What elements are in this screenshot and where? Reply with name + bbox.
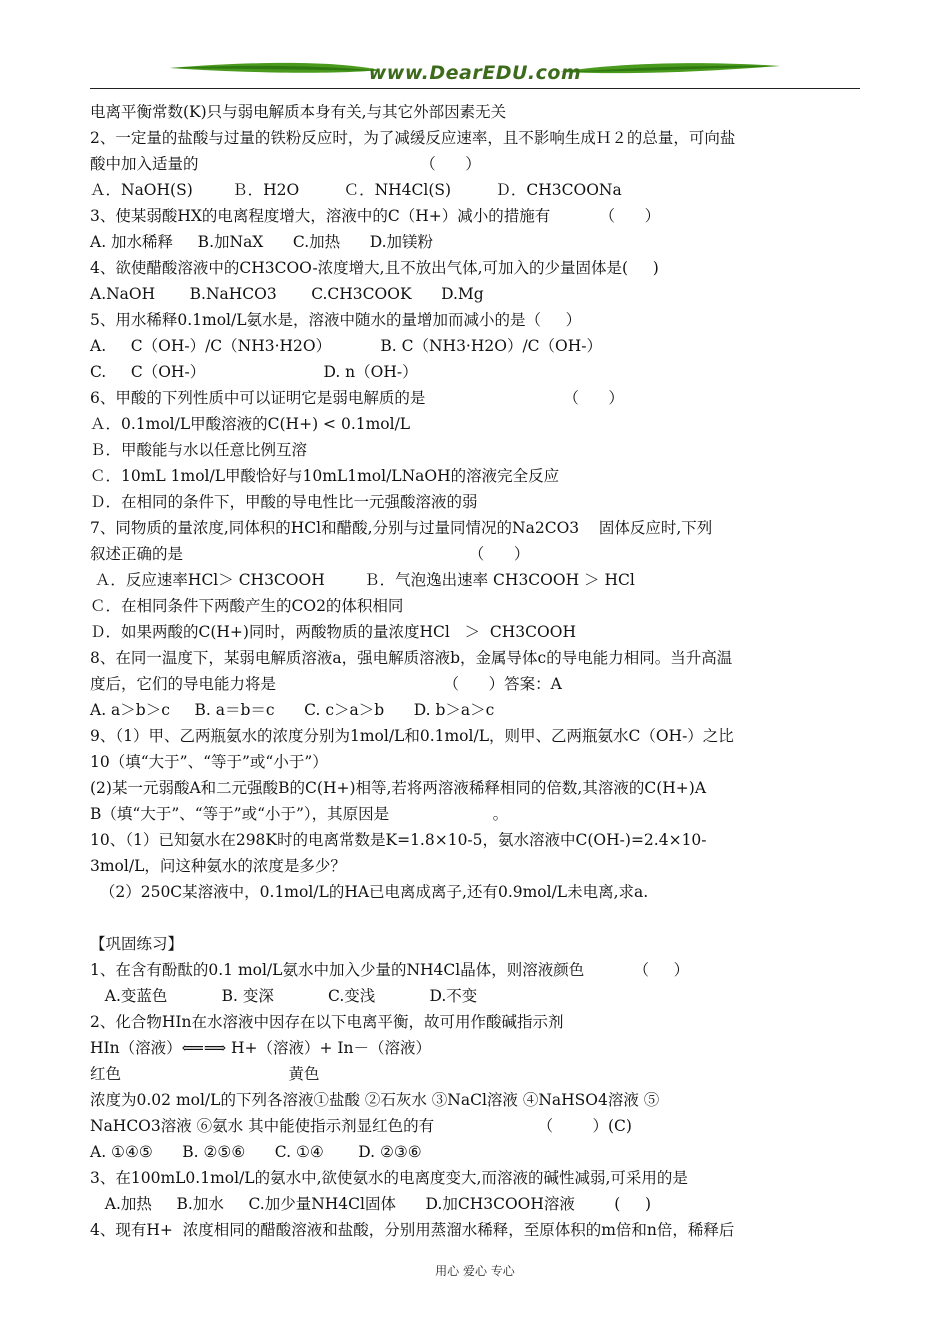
text-line: 10、（1）已知氨水在298K时的电离常数是K=1.8×10-5，氨水溶液中C(OH-)=2.4×10- — [90, 831, 707, 849]
text-line: HIn（溶液）⟸⟹ H+（溶液）+ In－（溶液） — [90, 1039, 432, 1057]
text-line: 4、现有H+ 浓度相同的醋酸溶液和盐酸，分别用蒸溜水稀释，至原体积的m倍和n倍，稀释后 — [90, 1221, 735, 1239]
site-header-banner — [90, 58, 860, 90]
text-line: 3、在100mL0.1mol/L的氨水中,欲使氨水的电离度变大,而溶液的碱性减弱,可采用的是 — [90, 1169, 688, 1187]
header-divider — [90, 88, 860, 89]
text-line: A. 加水稀释 B.加NaX C.加热 D.加镁粉 — [90, 233, 433, 251]
text-line: Ｄ．在相同的条件下，甲酸的导电性比一元强酸溶液的弱 — [90, 493, 478, 511]
text-line: Ｃ．在相同条件下两酸产生的CO2的体积相同 — [90, 597, 404, 615]
text-line: 5、用水稀释0.1mol/L氨水是，溶液中随水的量增加而减小的是（ ） — [90, 311, 582, 329]
text-line: B（填“大于”、“等于”或“小于”），其原因是 。 — [90, 805, 509, 823]
text-line: Ａ．反应速率HCl＞ CH3COOH Ｂ．气泡逸出速率 CH3COOH ＞ HCl — [90, 571, 635, 589]
text-line: （2）250C某溶液中，0.1mol/L的HA已电离成离子,还有0.9mol/L未电离,求a. — [90, 883, 649, 901]
text-line: 3mol/L，问这种氨水的浓度是多少？ — [90, 857, 346, 875]
text-line: Ａ．NaOH(S) Ｂ．H2O Ｃ．NH4Cl(S) Ｄ．CH3COONa — [90, 181, 622, 199]
text-line: Ａ．0.1mol/L甲酸溶液的C(H+) < 0.1mol/L — [90, 415, 411, 433]
text-line: A.NaOH B.NaHCO3 C.CH3COOK D.Mg — [90, 285, 484, 303]
text-line: 酸中加入适量的 （ ） — [90, 155, 481, 173]
blank-line — [90, 905, 865, 931]
site-logo-text: www.DearEDU.com — [368, 62, 582, 84]
text-line: 红色 黄色 — [90, 1065, 320, 1083]
text-line: NaHCO3溶液 ⑥氨水 其中能使指示剂显红色的有 （ ）(C) — [90, 1117, 632, 1135]
text-line: 7、同物质的量浓度,同体积的HCl和醋酸,分别与过量同情况的Na2CO3 固体反应时,下列 — [90, 519, 713, 537]
text-line: (2)某一元弱酸A和二元强酸B的C(H+)相等,若将两溶液稀释相同的倍数,其溶液的C(H+)A — [90, 779, 707, 797]
page-footer: 用心 爱心 专心 — [435, 1264, 515, 1278]
text-line: A.加热 B.加水 C.加少量NH4Cl固体 D.加CH3COOH溶液 ( ) — [90, 1195, 652, 1213]
text-line: A. a＞b＞c B. a＝b＝c C. c＞a＞b D. b＞a＞c — [90, 701, 495, 719]
text-line: 电离平衡常数(K)只与弱电解质本身有关,与其它外部因素无关 — [90, 103, 507, 121]
text-line: 叙述正确的是 （ ） — [90, 545, 530, 563]
text-line: 6、甲酸的下列性质中可以证明它是弱电解质的是 （ ） — [90, 389, 624, 407]
text-line: Ｃ．10mL 1mol/L甲酸恰好与10mL1mol/LNaOH的溶液完全反应 — [90, 467, 560, 485]
text-line: Ｂ．甲酸能与水以任意比例互溶 — [90, 441, 308, 459]
text-line: 3、使某弱酸HX的电离程度增大，溶液中的C（H+）减小的措施有 （ ） — [90, 207, 661, 225]
text-line: A.变蓝色 B. 变深 C.变浅 D.不变 — [90, 987, 478, 1005]
text-line: 8、在同一温度下，某弱电解质溶液a，强电解质溶液b，金属导体c的导电能力相同。当升高温 — [90, 649, 733, 667]
text-line: A. ①④⑤ B. ②⑤⑥ C. ①④ D. ②③⑥ — [90, 1143, 422, 1161]
text-line: 2、化合物HIn在水溶液中因存在以下电离平衡，故可用作酸碱指示剂 — [90, 1013, 564, 1031]
text-line: 2、一定量的盐酸与过量的铁粉反应时，为了减缓反应速率，且不影响生成Ｈ２的总量，可向盐 — [90, 129, 736, 147]
text-line: Ｄ．如果两酸的C(H+)同时，两酸物质的量浓度HCl ＞ CH3COOH — [90, 623, 576, 641]
text-line: 1、在含有酚酞的0.1 mol/L氨水中加入少量的NH4Cl晶体，则溶液颜色 （ ） — [90, 961, 690, 979]
text-line: C. C（OH-） D. n（OH-） — [90, 363, 418, 381]
text-line: 9、（1）甲、乙两瓶氨水的浓度分别为1mol/L和0.1mol/L，则甲、乙两瓶氨水C（OH-）之比 — [90, 727, 734, 745]
text-line: A. C（OH-）/C（NH3·H2O） B. C（NH3·H2O）/C（OH-） — [90, 337, 602, 355]
text-line: 浓度为0.02 mol/L的下列各溶液①盐酸 ②石灰水 ③NaCl溶液 ④NaHSO4溶液 ⑤ — [90, 1091, 660, 1109]
text-line: 4、欲使醋酸溶液中的CH3COO-浓度增大,且不放出气体,可加入的少量固体是( ) — [90, 259, 659, 277]
section-heading: 【巩固练习】 — [90, 935, 184, 953]
worksheet-body — [90, 99, 865, 1243]
text-line: 度后，它们的导电能力将是 （ ）答案：A — [90, 675, 562, 693]
text-line: 10（填“大于”、“等于”或“小于”） — [90, 753, 328, 771]
